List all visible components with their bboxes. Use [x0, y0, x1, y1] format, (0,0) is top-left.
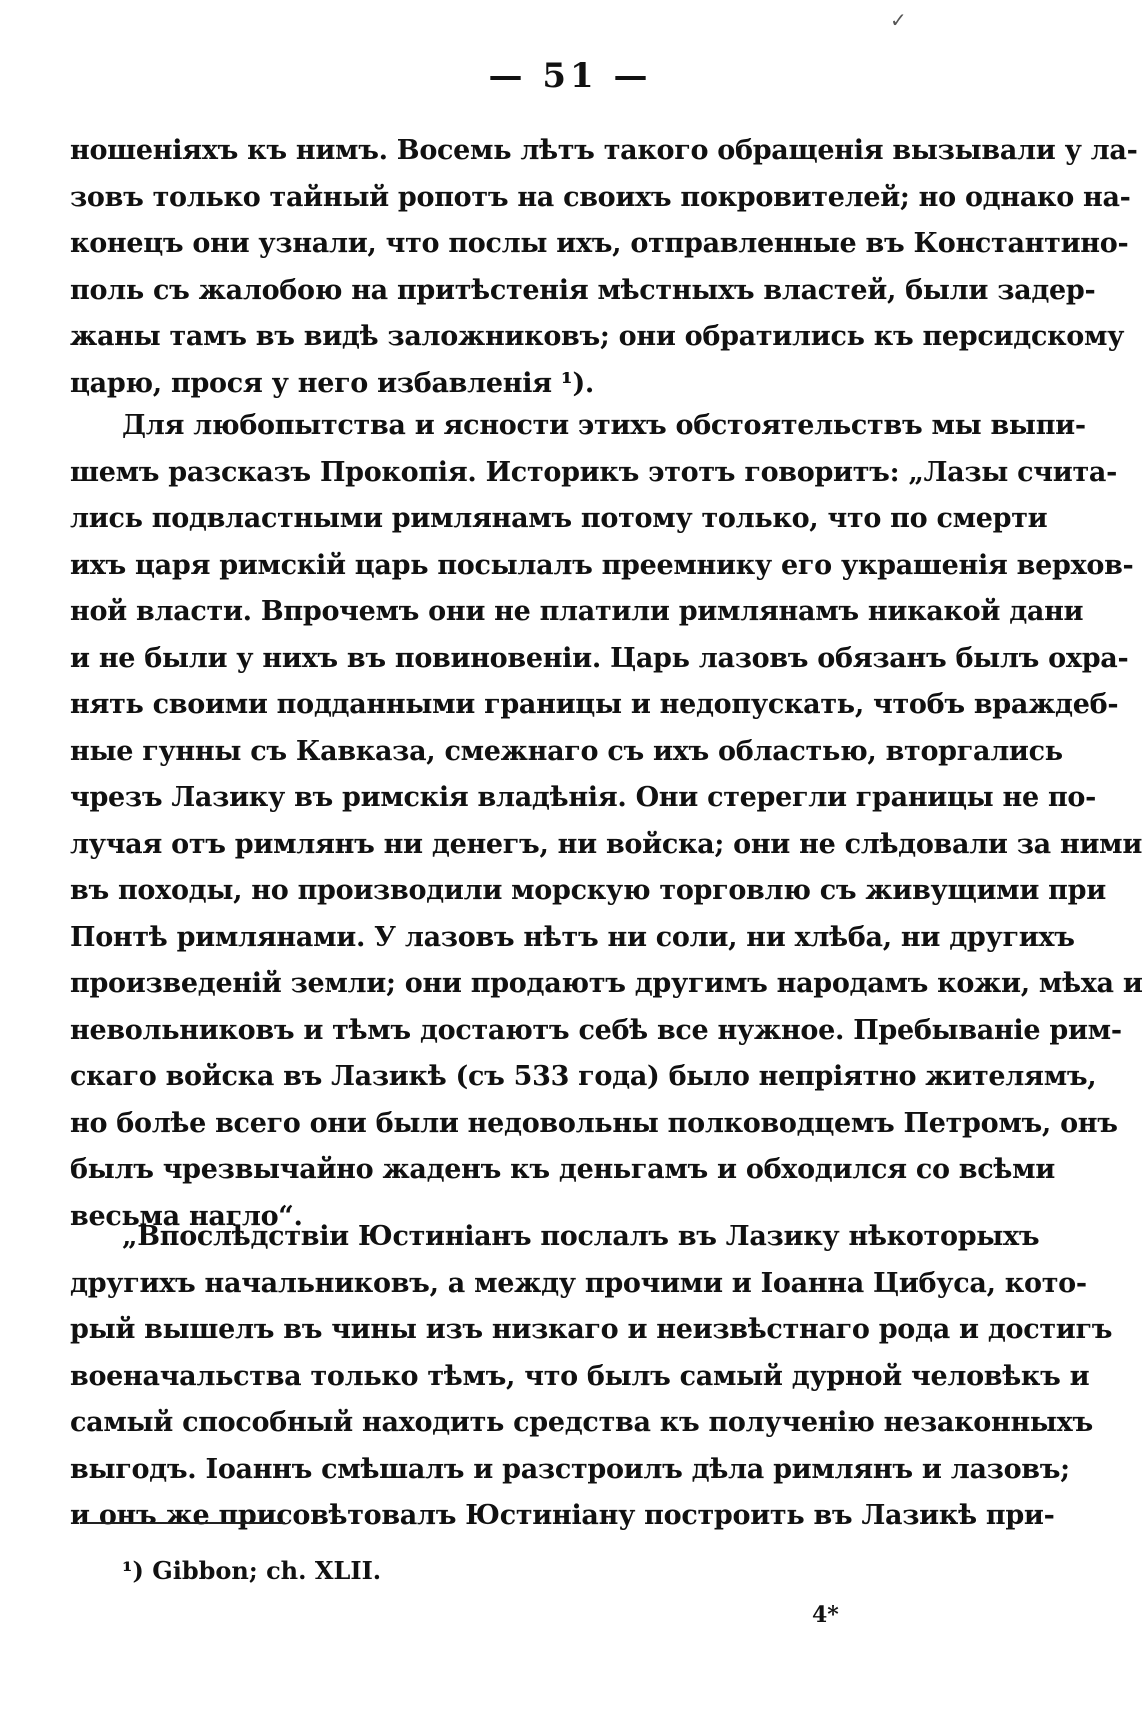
stray-check-mark: ✓ [890, 8, 907, 32]
text-line: ной власти. Впрочемъ они не платили римлянамъ никакой дани [70, 596, 1084, 627]
text-line: „Впослѣдствіи Юстиніанъ послалъ въ Лазику нѣкоторыхъ [122, 1221, 1040, 1252]
signature-mark: 4* [812, 1602, 839, 1628]
text-line: зовъ только тайный ропотъ на своихъ покровителей; но однако на- [70, 181, 1131, 213]
text-line: лись подвластными римлянамъ потому только, что по смерти [70, 503, 1048, 534]
text-line: невольниковъ и тѣмъ достаютъ себѣ все нужное. Пребываніе рим- [70, 1014, 1122, 1046]
text-line: конецъ они узнали, что послы ихъ, отправленные въ Константино- [70, 228, 1129, 259]
text-line: Для любопытства и ясности этихъ обстоятельствъ мы выпи- [122, 410, 1086, 441]
text-line: весьма нагло“. [70, 1200, 303, 1232]
text-line: и онъ же присовѣтовалъ Юстиніану построить въ Лазикѣ при- [70, 1500, 1055, 1531]
text-line: поль съ жалобою на притѣстенія мѣстныхъ властей, были задер- [70, 274, 1096, 306]
text-line: шемъ разсказъ Прокопія. Историкъ этотъ говоритъ: „Лазы счита- [70, 456, 1118, 488]
text-line: и не были у нихъ въ повиновеніи. Царь лазовъ обязанъ былъ охра- [70, 642, 1129, 674]
text-line: царю, прося у него избавленія ¹). [70, 367, 595, 399]
paragraph-3 [70, 1214, 1113, 1540]
text-line: выгодъ. Іоаннъ смѣшалъ и разстроилъ дѣла римлянъ и лазовъ; [70, 1453, 1070, 1485]
text-line: ихъ царя римскій царь посылалъ преемнику его украшенія верхов- [70, 549, 1134, 581]
text-line: военачальства только тѣмъ, что былъ самый дурной человѣкъ и [70, 1360, 1090, 1392]
text-line: другихъ начальниковъ, а между прочими и Іоанна Цибуса, кото- [70, 1267, 1087, 1299]
text-line: жаны тамъ въ видѣ заложниковъ; они обратились къ персидскому [70, 321, 1125, 352]
text-line: въ походы, но производили морскую торговлю съ живущими при [70, 875, 1106, 906]
footnote: ¹) Gibbon; ch. XLII. [122, 1556, 382, 1585]
paragraph-2 [70, 403, 1143, 1240]
text-line: лучая отъ римлянъ ни денегъ, ни войска; они не слѣдовали за ними [70, 828, 1143, 860]
text-line: самый способный находить средства къ полученію незаконныхъ [70, 1407, 1093, 1438]
text-line: ношеніяхъ къ нимъ. Восемь лѣтъ такого обращенія вызывали у ла- [70, 135, 1138, 166]
text-line: нять своими подданными границы и недопускать, чтобъ враждеб- [70, 689, 1119, 720]
text-line: ные гунны съ Кавказа, смежнаго съ ихъ областью, вторгались [70, 735, 1063, 767]
text-line: былъ чрезвычайно жаденъ къ деньгамъ и обходился со всѣми [70, 1154, 1055, 1185]
text-line: скаго войска въ Лазикѣ (съ 533 года) было непріятно жителямъ, [70, 1061, 1097, 1092]
text-line: но болѣе всего они были недовольны полководцемъ Петромъ, онъ [70, 1107, 1118, 1139]
text-line: рый вышелъ въ чины изъ низкаго и неизвѣстнаго рода и достигъ [70, 1314, 1113, 1345]
text-line: чрезъ Лазику въ римскія владѣнія. Они стерегли границы не по- [70, 782, 1097, 813]
paragraph-1 [70, 128, 1138, 407]
page-number: — 51 — [488, 56, 652, 96]
text-line: произведеній земли; они продаютъ другимъ народамъ кожи, мѣха и [70, 968, 1143, 999]
text-line: Понтѣ римлянами. У лазовъ нѣтъ ни соли, ни хлѣба, ни другихъ [70, 921, 1075, 953]
footnote-divider [80, 1522, 285, 1524]
